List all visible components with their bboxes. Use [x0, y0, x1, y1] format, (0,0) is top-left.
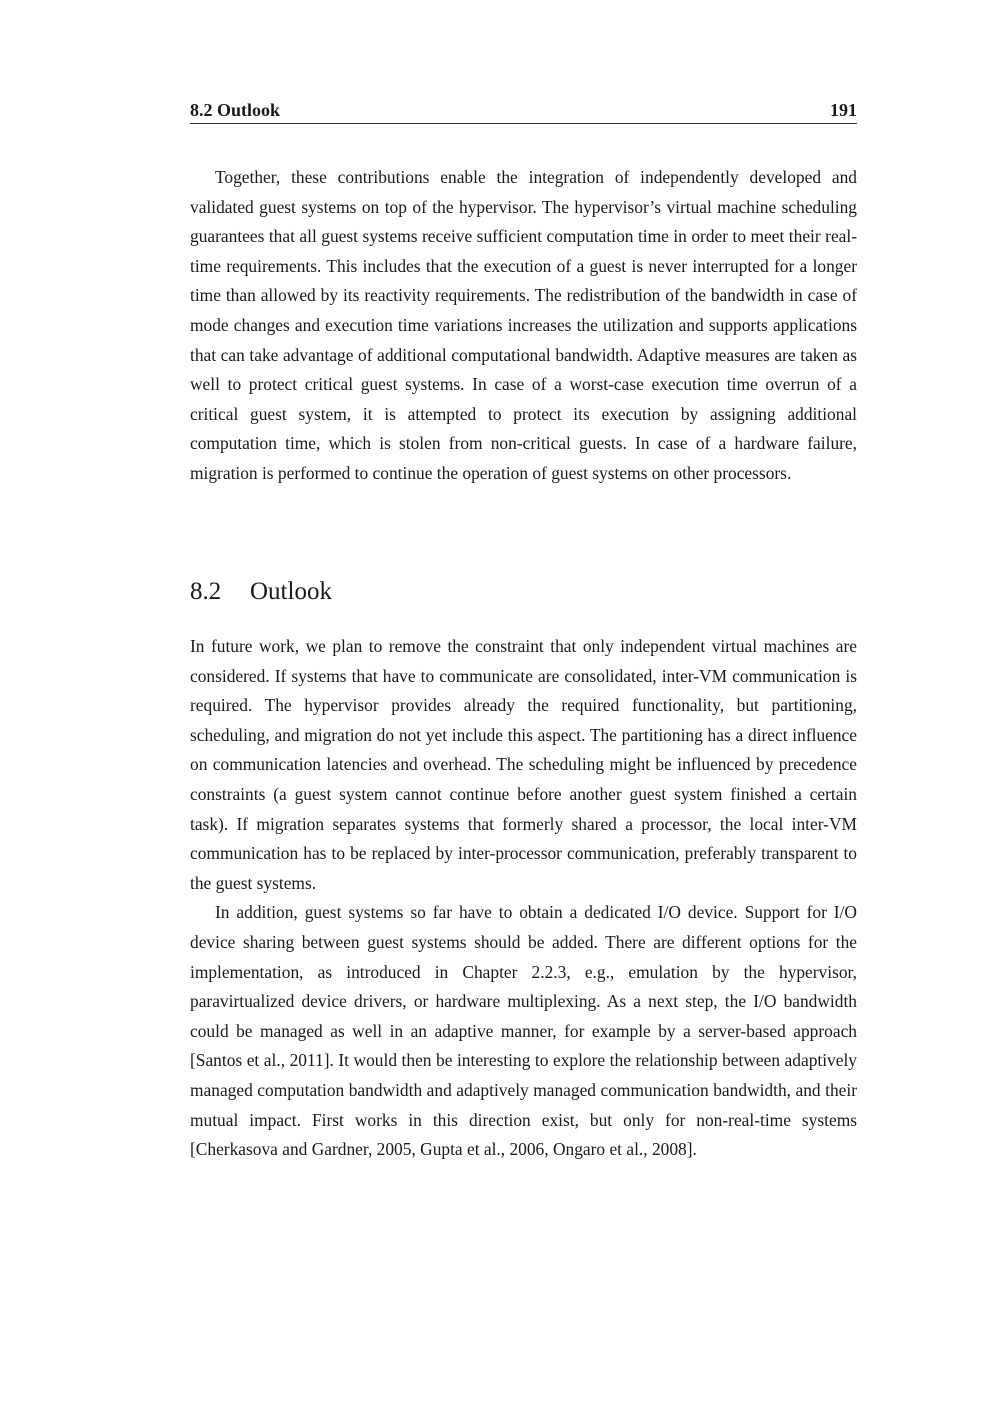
- running-title: 8.2 Outlook: [190, 100, 281, 120]
- page-header: [190, 98, 857, 124]
- section-heading: [190, 578, 332, 606]
- section-body: [190, 632, 857, 1165]
- section-number: 8.2: [190, 578, 222, 605]
- paragraph: In future work, we plan to remove the constraint that only independent virtual machines are considered. If systems that have to communicate are consolidated, inter-VM communication is required. The hypervisor provides already the required functionality, but partitioning, scheduling, and migration do not yet include this aspect. The partitioning has a direct influence on communication latencies and overhead. The scheduling might be influenced by precedence constraints (a guest system cannot continue before another guest system finished a certain task). If migration separates systems that formerly shared a processor, the local inter-VM communication has to be replaced by inter-processor communication, preferably transparent to the guest systems.: [190, 636, 857, 893]
- page-number: 191: [830, 100, 857, 120]
- paragraph: Together, these contributions enable the integration of independently developed and validated guest systems on top of the hypervisor. The hypervisor’s virtual machine scheduling guarantees that all guest systems receive sufficient computation time in order to meet their real-time requirements. This includes that the execution of a guest is never interrupted for a longer time than allowed by its reactivity requirements. The redistribution of the bandwidth in case of mode changes and execution time variations increases the utilization and supports applications that can take advantage of additional computational bandwidth. Adaptive measures are taken as well to protect critical guest systems. In case of a worst-case execution time overrun of a critical guest system, it is attempted to protect its execution by assigning additional computation time, which is stolen from non-critical guests. In case of a hardware failure, migration is performed to continue the operation of guest systems on other processors.: [190, 167, 857, 483]
- intro-text-block: [190, 163, 857, 489]
- paragraph: In addition, guest systems so far have to obtain a dedicated I/O device. Support for I/O device sharing between guest systems should be added. There are different options for the implementation, as introduced in Chapter 2.2.3, e.g., emulation by the hypervisor, paravirtualized device drivers, or hardware multiplexing. As a next step, the I/O bandwidth could be managed as well in an adaptive manner, for example by a server-based approach [Santos et al., 2011]. It would then be interesting to explore the relationship between adaptively managed computation bandwidth and adaptively managed communication bandwidth, and their mutual impact. First works in this direction exist, but only for non-real-time systems [Cherkasova and Gardner, 2005, Gupta et al., 2006, Ongaro et al., 2008].: [190, 902, 857, 1160]
- section-title: Outlook: [250, 578, 332, 605]
